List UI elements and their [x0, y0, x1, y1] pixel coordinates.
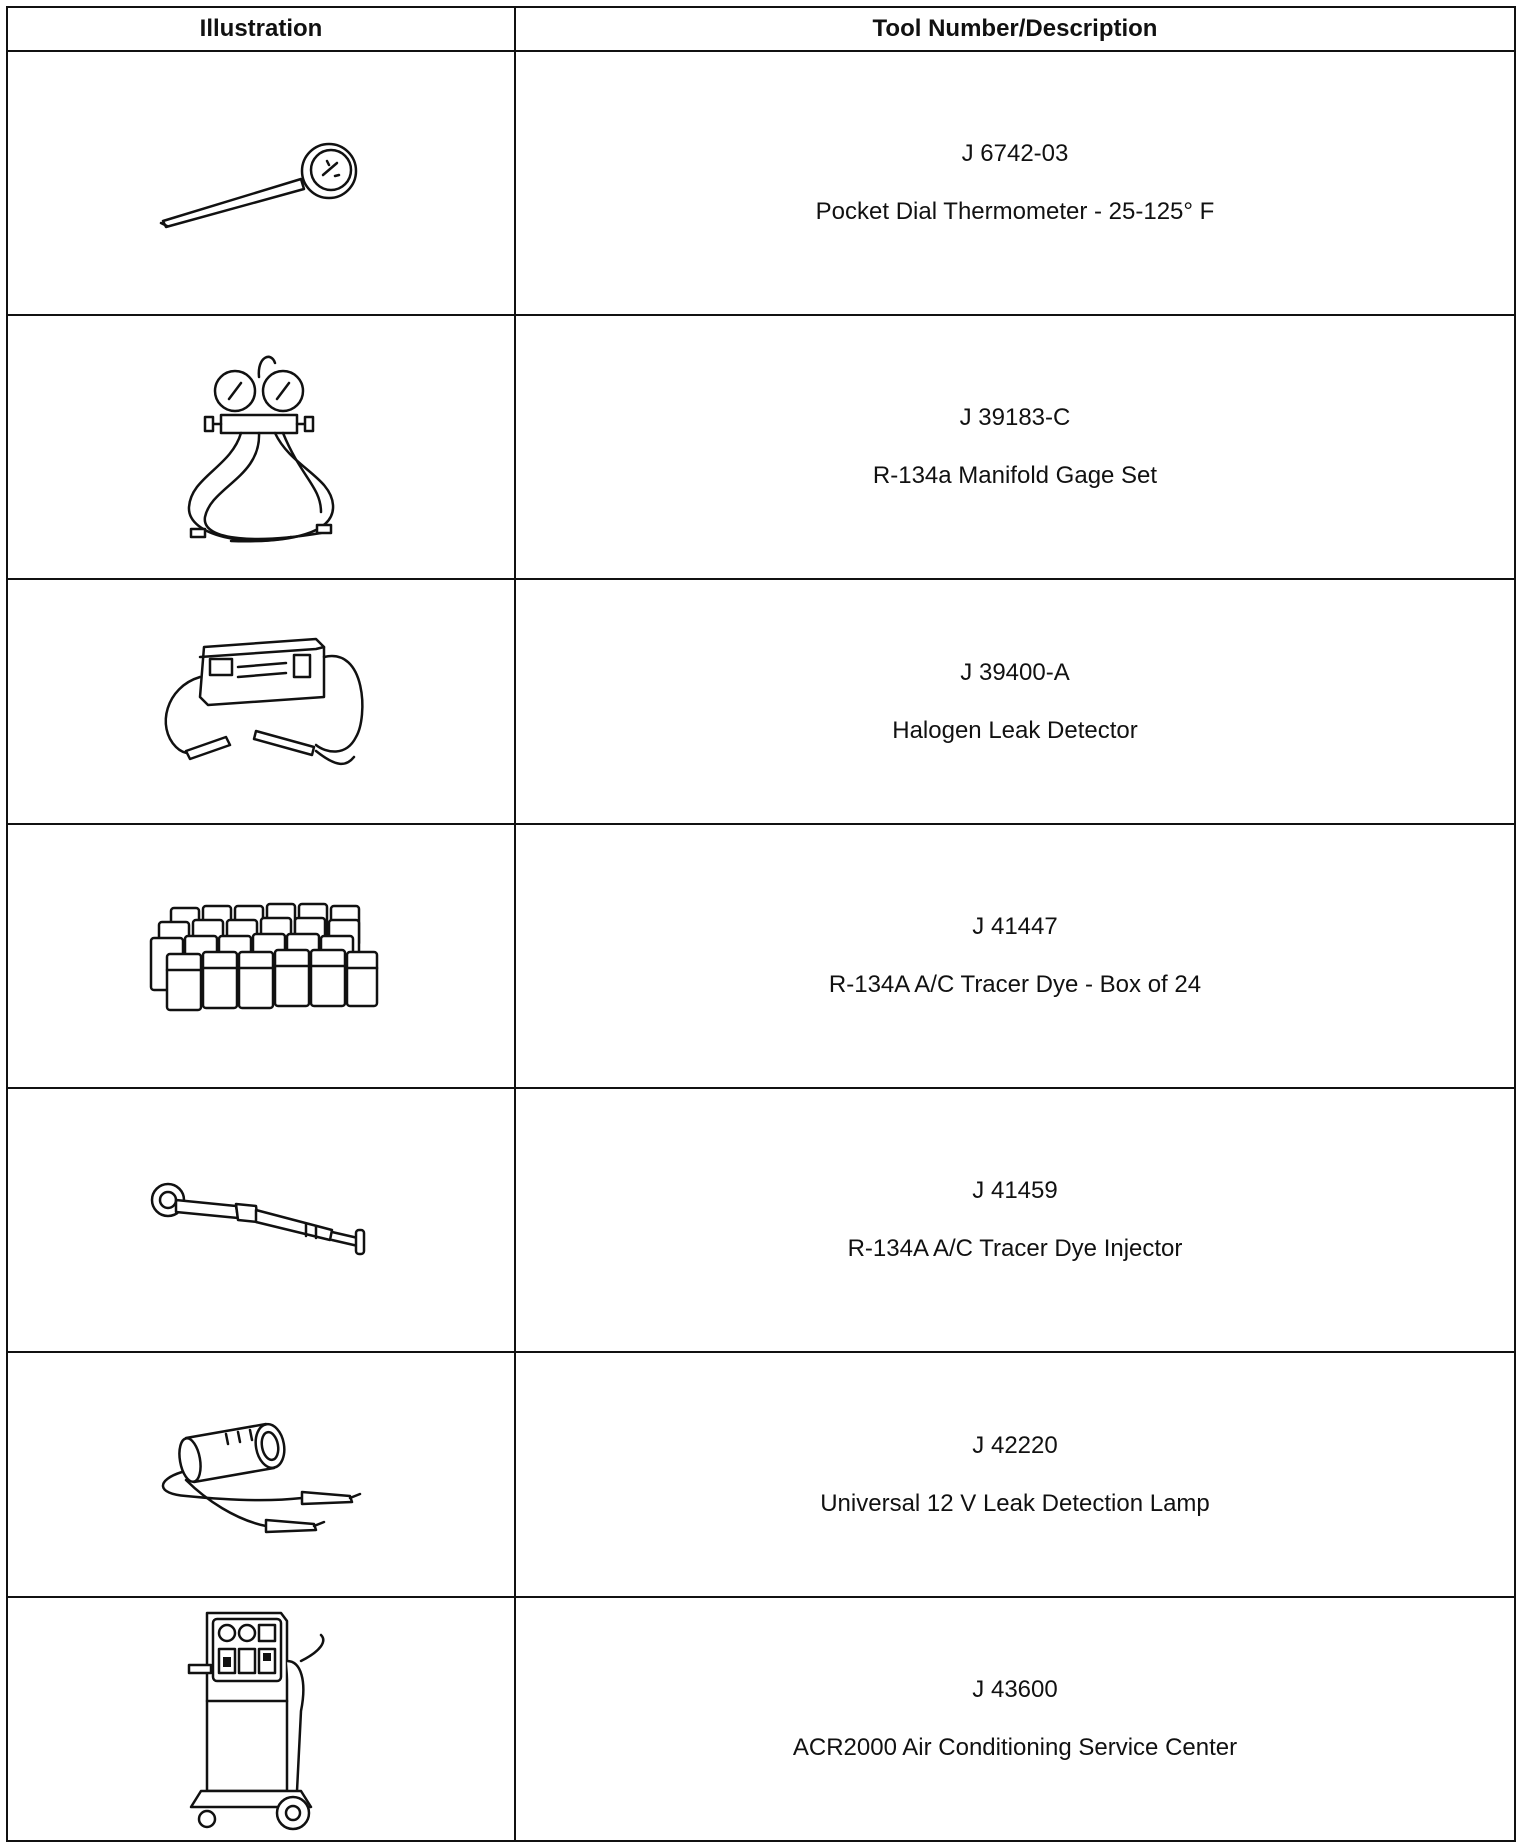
- table-row: [7, 51, 1515, 315]
- description-cell: [515, 1597, 1515, 1841]
- table-row: [7, 1088, 1515, 1352]
- manifold-gage-icon: [171, 337, 351, 557]
- tool-number: J 42220: [972, 1431, 1058, 1459]
- tool-description: Universal 12 V Leak Detection Lamp: [820, 1489, 1210, 1517]
- tool-number: J 43600: [972, 1676, 1058, 1703]
- tool-number: J 41459: [972, 1177, 1058, 1204]
- tool-number: J 41447: [972, 913, 1058, 940]
- dye-bottles-icon: [141, 896, 381, 1016]
- leak-lamp-icon: [146, 1410, 376, 1540]
- tool-description: R-134A A/C Tracer Dye - Box of 24: [828, 971, 1202, 998]
- illustration-cell: [7, 579, 515, 824]
- leak-detector-icon: [146, 627, 376, 777]
- table-row: [7, 824, 1515, 1088]
- tool-table: [6, 6, 1516, 1842]
- illustration-cell: [7, 51, 515, 315]
- illustration-cell: [7, 1597, 515, 1841]
- description-cell: [515, 1088, 1515, 1352]
- table-row: [7, 315, 1515, 579]
- header-illustration: Illustration: [7, 7, 515, 51]
- tool-description: R-134A A/C Tracer Dye Injector: [847, 1235, 1183, 1262]
- tool-description: Pocket Dial Thermometer - 25-125° F: [815, 198, 1215, 225]
- table-row: [7, 1597, 1515, 1841]
- illustration-cell: [7, 1088, 515, 1352]
- tool-description: Halogen Leak Detector: [892, 716, 1138, 744]
- description-cell: [515, 579, 1515, 824]
- header-row: [7, 7, 1515, 51]
- tool-description: ACR2000 Air Conditioning Service Center: [792, 1734, 1238, 1761]
- tool-description: R-134a Manifold Gage Set: [872, 462, 1158, 489]
- description-cell: [515, 1352, 1515, 1597]
- description-cell: [515, 51, 1515, 315]
- tool-number: J 39183-C: [959, 404, 1071, 431]
- header-description: Tool Number/Description: [515, 7, 1515, 51]
- illustration-cell: [7, 824, 515, 1088]
- illustration-cell: [7, 1352, 515, 1597]
- tool-number: J 6742-03: [961, 140, 1069, 167]
- dye-injector-icon: [146, 1170, 376, 1270]
- table-row: [7, 1352, 1515, 1597]
- table-row: [7, 579, 1515, 824]
- thermometer-icon: [151, 123, 371, 243]
- description-cell: [515, 824, 1515, 1088]
- description-cell: [515, 315, 1515, 579]
- service-center-icon: [171, 1601, 351, 1837]
- illustration-cell: [7, 315, 515, 579]
- tool-number: J 39400-A: [960, 658, 1070, 686]
